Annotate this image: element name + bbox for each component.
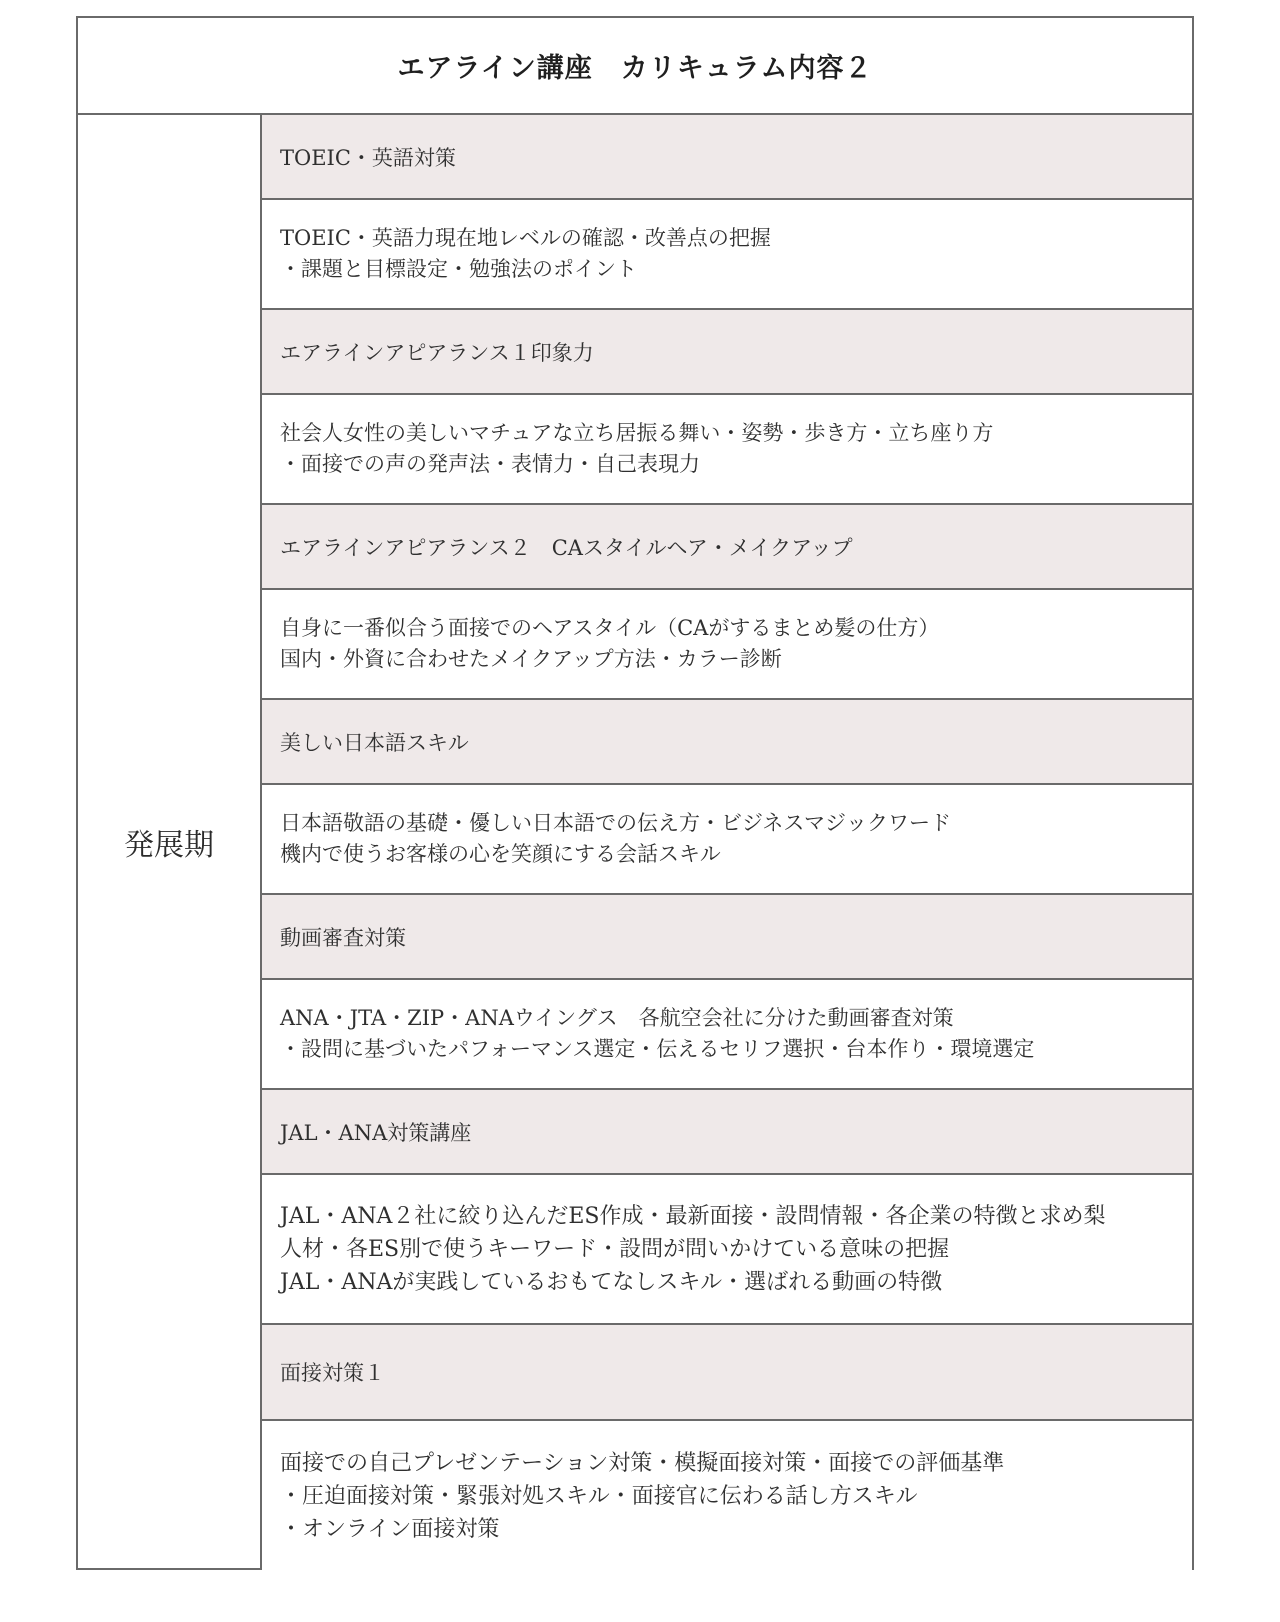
section-detail-japanese-skill (262, 785, 1192, 895)
section-heading-appearance-2 (262, 505, 1192, 590)
detail-line: 日本語敬語の基礎・優しい日本語での伝え方・ビジネスマジックワード (280, 811, 951, 835)
detail-line: ・課題と目標設定・勉強法のポイント (280, 257, 637, 281)
detail-line: 人材・各ES別で使うキーワード・設問が問いかけている意味の把握 (280, 1236, 950, 1262)
section-heading-text: 面接対策１ (280, 1361, 385, 1385)
detail-line: ・面接での声の発声法・表情力・自己表現力 (280, 452, 700, 476)
detail-line: 自身に一番似合う面接でのヘアスタイル（CAがするまとめ髪の仕方） (280, 616, 940, 640)
detail-line: ANA・JTA・ZIP・ANAウイングス 各航空会社に分けた動画審査対策 (280, 1006, 954, 1030)
curriculum-table (76, 16, 1194, 1570)
detail-line: JAL・ANA２社に絞り込んだES作成・最新面接・設問情報・各企業の特徴と求め梨 (280, 1203, 1106, 1229)
detail-line: ・圧迫面接対策・緊張対処スキル・面接官に伝わる話し方スキル (280, 1484, 918, 1509)
section-detail-jal-ana (262, 1175, 1192, 1325)
detail-line: 機内で使うお客様の心を笑顔にする会話スキル (280, 842, 721, 866)
section-heading-text: 美しい日本語スキル (280, 730, 469, 755)
section-heading-video-screening (262, 895, 1192, 980)
section-detail-video-screening (262, 980, 1192, 1090)
section-heading-text: 動画審査対策 (280, 925, 406, 950)
section-heading-toeic (262, 115, 1192, 200)
section-detail-appearance-2 (262, 590, 1192, 700)
section-heading-text: エアラインアピアランス２ CAスタイルヘア・メイクアップ (280, 535, 853, 560)
curriculum-rows (262, 115, 1192, 1568)
detail-line: 面接での自己プレゼンテーション対策・模擬面接対策・面接での評価基準 (280, 1451, 1005, 1476)
table-title: エアライン講座 カリキュラム内容２ (78, 18, 1192, 115)
detail-line: TOEIC・英語力現在地レベルの確認・改善点の把握 (280, 226, 771, 250)
section-detail-toeic (262, 200, 1192, 310)
section-heading-text: エアラインアピアランス１印象力 (280, 340, 594, 365)
detail-line: ・オンライン面接対策 (280, 1517, 500, 1542)
section-heading-interview-1 (262, 1325, 1192, 1421)
section-detail-interview-1 (262, 1421, 1192, 1572)
section-heading-jal-ana (262, 1090, 1192, 1175)
section-detail-appearance-1 (262, 395, 1192, 505)
section-heading-text: JAL・ANA対策講座 (280, 1120, 472, 1145)
detail-line: JAL・ANAが実践しているおもてなしスキル・選ばれる動画の特徴 (280, 1269, 943, 1295)
section-heading-appearance-1 (262, 310, 1192, 395)
period-label: 発展期 (78, 115, 262, 1568)
detail-line: 国内・外資に合わせたメイクアップ方法・カラー診断 (280, 647, 782, 671)
detail-line: ・設問に基づいたパフォーマンス選定・伝えるセリフ選択・台本作り・環境選定 (280, 1037, 1035, 1061)
detail-line: 社会人女性の美しいマチュアな立ち居振る舞い・姿勢・歩き方・立ち座り方 (280, 421, 994, 445)
section-heading-japanese-skill (262, 700, 1192, 785)
section-heading-text: TOEIC・英語対策 (280, 145, 456, 170)
